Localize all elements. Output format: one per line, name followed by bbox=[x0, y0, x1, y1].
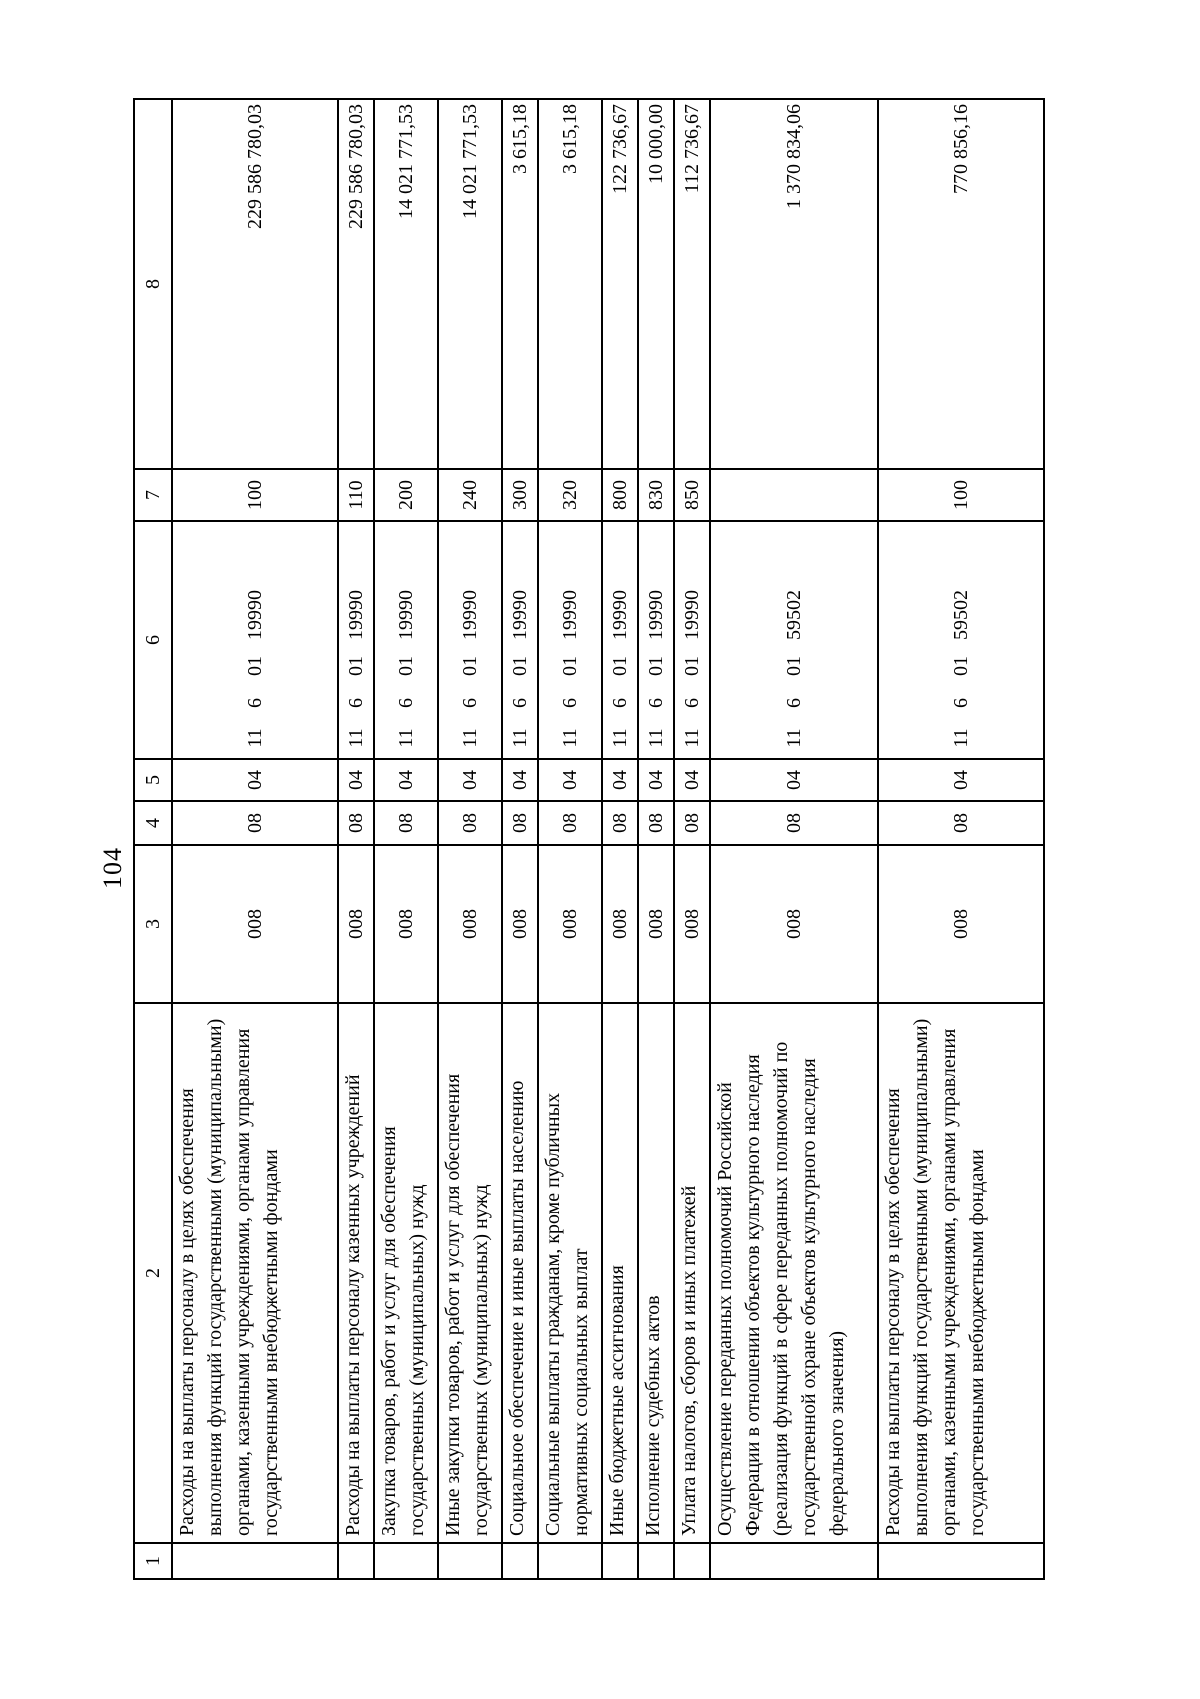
table-row bbox=[638, 99, 674, 1579]
subsection-code: 04 bbox=[878, 759, 1044, 801]
section-code: 08 bbox=[538, 801, 602, 845]
header-col-6: 6 bbox=[134, 521, 172, 759]
description-line: Расходы на выплаты персоналу в целях обеспечения bbox=[882, 1088, 904, 1536]
header-col-4: 4 bbox=[134, 801, 172, 845]
target-article-code bbox=[878, 521, 1044, 759]
target-article-parts bbox=[506, 522, 534, 758]
subsection-code: 04 bbox=[538, 759, 602, 801]
description-line: Уплата налогов, сборов и иных платежей bbox=[678, 1185, 700, 1536]
section-code: 08 bbox=[638, 801, 674, 845]
row-description bbox=[338, 1003, 374, 1543]
header-col-7: 7 bbox=[134, 469, 172, 521]
direction-code: 19990 bbox=[681, 590, 703, 640]
table-row bbox=[338, 99, 374, 1579]
subsection-code: 04 bbox=[338, 759, 374, 801]
amount: 112 736,67 bbox=[674, 99, 710, 469]
subsection-code: 04 bbox=[674, 759, 710, 801]
section-code: 08 bbox=[878, 801, 1044, 845]
budget-table bbox=[133, 98, 1045, 1580]
target-article-parts bbox=[947, 522, 975, 758]
direction-code: 19990 bbox=[645, 590, 667, 640]
subprogram-code: 6 bbox=[609, 698, 631, 708]
subprogram-code: 6 bbox=[783, 698, 805, 708]
description-line: выполнения функций государственными (муниципальными) bbox=[204, 1018, 226, 1536]
ministry-code: 008 bbox=[878, 845, 1044, 1003]
target-article-code bbox=[172, 521, 338, 759]
program-code: 11 bbox=[509, 728, 531, 748]
row-description bbox=[538, 1003, 602, 1543]
ministry-code: 008 bbox=[710, 845, 878, 1003]
target-article-parts bbox=[342, 522, 370, 758]
row-description bbox=[374, 1003, 438, 1543]
subprogram-code: 6 bbox=[681, 698, 703, 708]
section-code: 08 bbox=[374, 801, 438, 845]
description-line: Социальные выплаты гражданам, кроме публичных bbox=[542, 1092, 564, 1536]
direction-code: 19990 bbox=[559, 590, 581, 640]
table-row bbox=[172, 99, 338, 1579]
table-row bbox=[502, 99, 538, 1579]
section-code: 08 bbox=[502, 801, 538, 845]
event-code: 01 bbox=[681, 656, 703, 676]
target-article-parts bbox=[642, 522, 670, 758]
target-article-code bbox=[710, 521, 878, 759]
direction-code: 19990 bbox=[345, 590, 367, 640]
description-line: государственными внебюджетными фондами bbox=[260, 1149, 282, 1536]
ministry-code: 008 bbox=[674, 845, 710, 1003]
header-col-3: 3 bbox=[134, 845, 172, 1003]
subprogram-code: 6 bbox=[645, 698, 667, 708]
row-number-cell bbox=[878, 1543, 1044, 1579]
amount: 14 021 771,53 bbox=[438, 99, 502, 469]
table-row bbox=[674, 99, 710, 1579]
subsection-code: 04 bbox=[602, 759, 638, 801]
section-code: 08 bbox=[674, 801, 710, 845]
subsection-code: 04 bbox=[172, 759, 338, 801]
description-line: органами, казенными учреждениями, органами управления bbox=[938, 1028, 960, 1536]
amount: 122 736,67 bbox=[602, 99, 638, 469]
direction-code: 19990 bbox=[509, 590, 531, 640]
amount: 229 586 780,03 bbox=[338, 99, 374, 469]
amount: 10 000,00 bbox=[638, 99, 674, 469]
event-code: 01 bbox=[645, 656, 667, 676]
event-code: 01 bbox=[509, 656, 531, 676]
event-code: 01 bbox=[783, 656, 805, 676]
expense-type-code: 850 bbox=[674, 469, 710, 521]
row-description bbox=[878, 1003, 1044, 1543]
program-code: 11 bbox=[244, 728, 266, 748]
amount: 3 615,18 bbox=[502, 99, 538, 469]
description-line: органами, казенными учреждениями, органами управления bbox=[232, 1028, 254, 1536]
direction-code: 19990 bbox=[244, 590, 266, 640]
program-code: 11 bbox=[681, 728, 703, 748]
ministry-code: 008 bbox=[602, 845, 638, 1003]
target-article-code bbox=[674, 521, 710, 759]
header-col-8: 8 bbox=[134, 99, 172, 469]
program-code: 11 bbox=[645, 728, 667, 748]
expense-type-code bbox=[710, 469, 878, 521]
program-code: 11 bbox=[395, 728, 417, 748]
expense-type-code: 320 bbox=[538, 469, 602, 521]
table-row bbox=[878, 99, 1044, 1579]
row-description bbox=[502, 1003, 538, 1543]
program-code: 11 bbox=[950, 728, 972, 748]
table-row bbox=[710, 99, 878, 1579]
direction-code: 19990 bbox=[609, 590, 631, 640]
description-line: Закупка товаров, работ и услуг для обеспечения bbox=[378, 1126, 400, 1536]
program-code: 11 bbox=[459, 728, 481, 748]
row-description bbox=[674, 1003, 710, 1543]
target-article-parts bbox=[556, 522, 584, 758]
amount: 770 856,16 bbox=[878, 99, 1044, 469]
description-line: Осуществление переданных полномочий Российской bbox=[714, 1082, 736, 1536]
expense-type-code: 800 bbox=[602, 469, 638, 521]
header-row bbox=[134, 99, 172, 1579]
expense-type-code: 200 bbox=[374, 469, 438, 521]
subsection-code: 04 bbox=[638, 759, 674, 801]
ministry-code: 008 bbox=[374, 845, 438, 1003]
event-code: 01 bbox=[244, 656, 266, 676]
event-code: 01 bbox=[395, 656, 417, 676]
table-row bbox=[538, 99, 602, 1579]
target-article-code bbox=[338, 521, 374, 759]
target-article-parts bbox=[392, 522, 420, 758]
event-code: 01 bbox=[345, 656, 367, 676]
expense-type-code: 300 bbox=[502, 469, 538, 521]
section-code: 08 bbox=[710, 801, 878, 845]
target-article-parts bbox=[456, 522, 484, 758]
subprogram-code: 6 bbox=[244, 698, 266, 708]
section-code: 08 bbox=[602, 801, 638, 845]
row-number-cell bbox=[338, 1543, 374, 1579]
description-line: государственными внебюджетными фондами bbox=[966, 1149, 988, 1536]
subsection-code: 04 bbox=[374, 759, 438, 801]
amount: 3 615,18 bbox=[538, 99, 602, 469]
expense-type-code: 240 bbox=[438, 469, 502, 521]
description-line: Исполнение судебных актов bbox=[642, 1295, 664, 1536]
description-line: государственной охране объектов культурного наследия bbox=[798, 1058, 820, 1536]
ministry-code: 008 bbox=[438, 845, 502, 1003]
description-line: Иные закупки товаров, работ и услуг для обеспечения bbox=[442, 1073, 464, 1536]
target-article-code bbox=[438, 521, 502, 759]
subprogram-code: 6 bbox=[459, 698, 481, 708]
description-line: (реализация функций в сфере переданных полномочий по bbox=[770, 1041, 792, 1536]
event-code: 01 bbox=[609, 656, 631, 676]
row-number-cell bbox=[674, 1543, 710, 1579]
row-description bbox=[602, 1003, 638, 1543]
description-line: государственных (муниципальных) нужд bbox=[470, 1184, 492, 1536]
description-line: Расходы на выплаты персоналу в целях обеспечения bbox=[176, 1088, 198, 1536]
description-line: федерального значения) bbox=[826, 1330, 848, 1536]
direction-code: 19990 bbox=[459, 590, 481, 640]
row-number-cell bbox=[438, 1543, 502, 1579]
target-article-code bbox=[638, 521, 674, 759]
target-article-parts bbox=[678, 522, 706, 758]
subprogram-code: 6 bbox=[395, 698, 417, 708]
target-article-code bbox=[602, 521, 638, 759]
direction-code: 59502 bbox=[950, 590, 972, 640]
expense-type-code: 830 bbox=[638, 469, 674, 521]
subprogram-code: 6 bbox=[950, 698, 972, 708]
target-article-code bbox=[374, 521, 438, 759]
target-article-code bbox=[502, 521, 538, 759]
event-code: 01 bbox=[459, 656, 481, 676]
row-number-cell bbox=[602, 1543, 638, 1579]
amount: 14 021 771,53 bbox=[374, 99, 438, 469]
target-article-parts bbox=[606, 522, 634, 758]
table-row bbox=[602, 99, 638, 1579]
subsection-code: 04 bbox=[438, 759, 502, 801]
header-col-1: 1 bbox=[134, 1543, 172, 1579]
ministry-code: 008 bbox=[538, 845, 602, 1003]
row-number-cell bbox=[502, 1543, 538, 1579]
row-number-cell bbox=[172, 1543, 338, 1579]
row-number-cell bbox=[710, 1543, 878, 1579]
section-code: 08 bbox=[172, 801, 338, 845]
target-article-parts bbox=[780, 522, 808, 758]
subsection-code: 04 bbox=[710, 759, 878, 801]
section-code: 08 bbox=[438, 801, 502, 845]
program-code: 11 bbox=[609, 728, 631, 748]
header-col-5: 5 bbox=[134, 759, 172, 801]
expense-type-code: 100 bbox=[878, 469, 1044, 521]
description-line: Федерации в отношении объектов культурного наследия bbox=[742, 1054, 764, 1536]
section-code: 08 bbox=[338, 801, 374, 845]
description-line: нормативных социальных выплат bbox=[570, 1248, 592, 1536]
amount: 1 370 834,06 bbox=[710, 99, 878, 469]
table-row bbox=[438, 99, 502, 1579]
subprogram-code: 6 bbox=[559, 698, 581, 708]
event-code: 01 bbox=[950, 656, 972, 676]
table-row bbox=[374, 99, 438, 1579]
description-line: выполнения функций государственными (муниципальными) bbox=[910, 1018, 932, 1536]
amount: 229 586 780,03 bbox=[172, 99, 338, 469]
row-description bbox=[172, 1003, 338, 1543]
ministry-code: 008 bbox=[502, 845, 538, 1003]
expense-type-code: 110 bbox=[338, 469, 374, 521]
subprogram-code: 6 bbox=[509, 698, 531, 708]
ministry-code: 008 bbox=[338, 845, 374, 1003]
row-description bbox=[438, 1003, 502, 1543]
program-code: 11 bbox=[559, 728, 581, 748]
ministry-code: 008 bbox=[172, 845, 338, 1003]
row-number-cell bbox=[374, 1543, 438, 1579]
program-code: 11 bbox=[783, 728, 805, 748]
subprogram-code: 6 bbox=[345, 698, 367, 708]
ministry-code: 008 bbox=[638, 845, 674, 1003]
row-number-cell bbox=[538, 1543, 602, 1579]
row-number-cell bbox=[638, 1543, 674, 1579]
target-article-parts bbox=[241, 522, 269, 758]
expense-type-code: 100 bbox=[172, 469, 338, 521]
description-line: Социальное обеспечение и иные выплаты населению bbox=[506, 1080, 528, 1536]
direction-code: 59502 bbox=[783, 590, 805, 640]
subsection-code: 04 bbox=[502, 759, 538, 801]
direction-code: 19990 bbox=[395, 590, 417, 640]
description-line: государственных (муниципальных) нужд bbox=[406, 1184, 428, 1536]
row-description bbox=[710, 1003, 878, 1543]
table-body bbox=[172, 99, 1044, 1579]
description-line: Расходы на выплаты персоналу казенных учреждений bbox=[342, 1074, 364, 1536]
target-article-code bbox=[538, 521, 602, 759]
description-line: Иные бюджетные ассигнования bbox=[606, 1265, 628, 1536]
page-number: 104 bbox=[98, 847, 127, 889]
event-code: 01 bbox=[559, 656, 581, 676]
program-code: 11 bbox=[345, 728, 367, 748]
header-col-2: 2 bbox=[134, 1003, 172, 1543]
row-description bbox=[638, 1003, 674, 1543]
